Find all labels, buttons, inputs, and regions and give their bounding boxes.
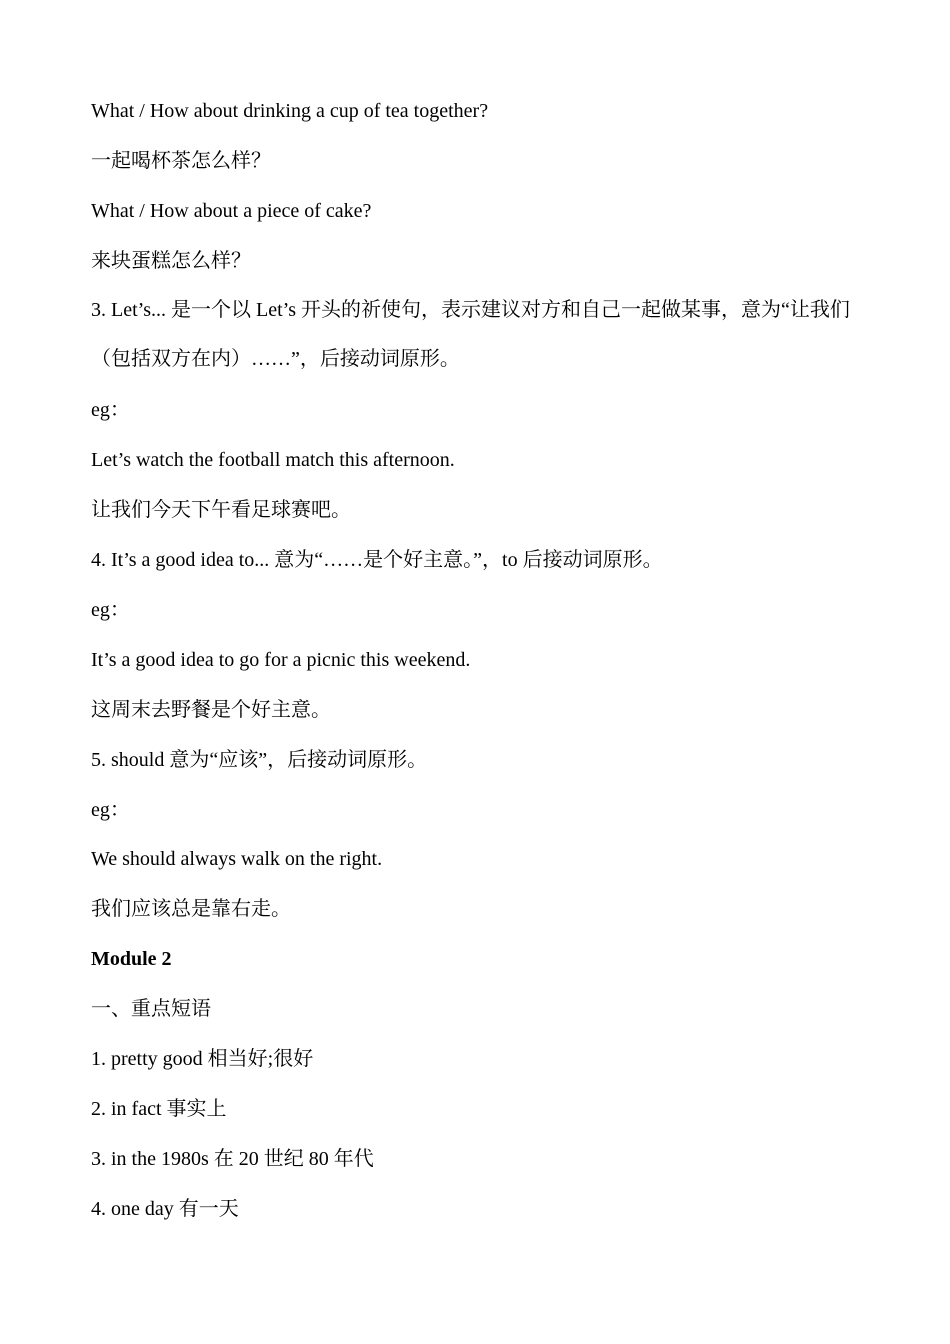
eg-label: eg： xyxy=(91,598,130,621)
example-sentence: What / How about a piece of cake? xyxy=(91,199,372,222)
grammar-point: 4. It’s a good idea to... 意为“……是个好主意。”，to 后接动词原形。 xyxy=(91,549,663,572)
section-heading: 一、重点短语 xyxy=(91,998,211,1021)
grammar-point: 5. should 意为“应该”，后接动词原形。 xyxy=(91,748,428,771)
phrase-item: 4. one day 有一天 xyxy=(91,1197,239,1220)
eg-label: eg： xyxy=(91,399,130,422)
phrase-item: 3. in the 1980s 在 20 世纪 80 年代 xyxy=(91,1147,374,1170)
eg-label: eg： xyxy=(91,798,130,821)
example-sentence: What / How about drinking a cup of tea together? xyxy=(91,100,489,122)
example-sentence: Let’s watch the football match this afternoon. xyxy=(91,449,455,472)
grammar-point: 3. Let’s... 是一个以 Let’s 开头的祈使句，表示建议对方和自己一起做某事，意为“让我们（包括双方在内）……”，后接动词原形。 xyxy=(91,298,850,371)
example-sentence: We should always walk on the right. xyxy=(91,848,383,871)
example-translation: 让我们今天下午看足球赛吧。 xyxy=(91,499,351,522)
example-translation: 这周末去野餐是个好主意。 xyxy=(91,698,331,721)
example-translation: 我们应该总是靠右走。 xyxy=(91,898,291,921)
document-page xyxy=(91,96,871,1244)
phrase-item: 2. in fact 事实上 xyxy=(91,1097,227,1120)
example-translation: 一起喝杯茶怎么样？ xyxy=(91,149,271,172)
example-translation: 来块蛋糕怎么样？ xyxy=(91,249,251,272)
phrase-item: 1. pretty good 相当好;很好 xyxy=(91,1047,314,1070)
example-sentence: It’s a good idea to go for a picnic this weekend. xyxy=(91,648,471,671)
module-heading: Module 2 xyxy=(91,948,172,971)
